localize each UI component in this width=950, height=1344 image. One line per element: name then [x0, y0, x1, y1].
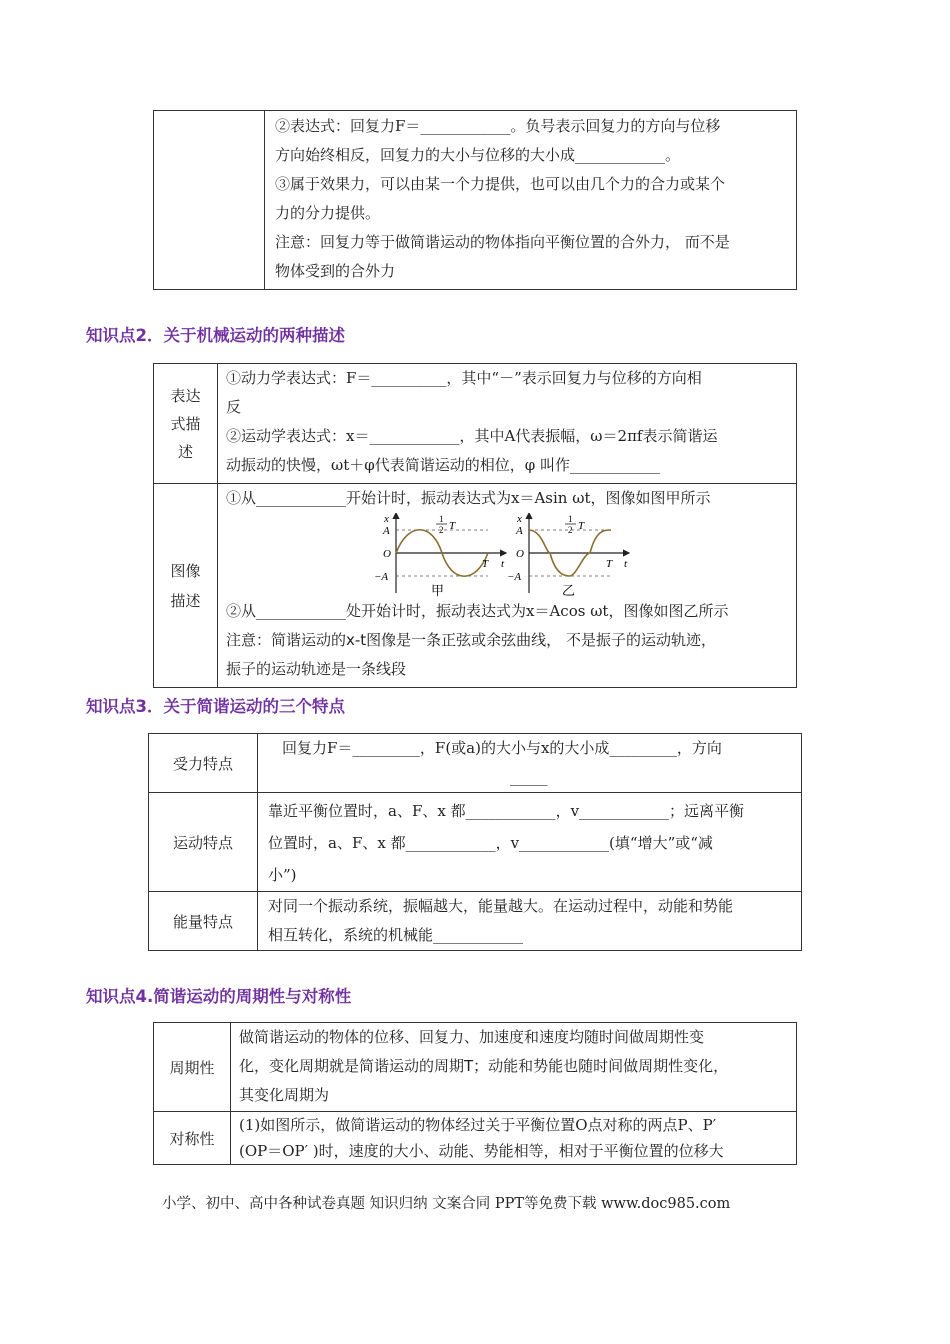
table2-line: 动振动的快慢，ωt＋φ代表简谐运动的相位，φ 叫作____________ — [226, 456, 661, 474]
table4-row1-content — [231, 1023, 797, 1112]
section-title-3: 知识点3．关于简谐运动的三个特点 — [86, 697, 345, 716]
graph-yi — [507, 513, 629, 597]
label-line: 描述 — [170, 591, 201, 610]
table2-note-line: 注意：简谐运动的x-t图像是一条正弦或余弦曲线， 不是振子的运动轨迹， — [226, 631, 716, 649]
table2-line: 反 — [226, 398, 242, 416]
table1-content-cell — [265, 111, 797, 290]
origin-label: O — [516, 548, 524, 560]
table2-row2-label — [154, 484, 218, 688]
table3-line: 小”) — [268, 866, 297, 884]
table2-line: ①从____________开始计时，振动表达式为x＝Asin ωt，图像如图甲所示 — [226, 489, 711, 507]
page-footer: 小学、初中、高中各种试卷真题 知识归纳 文案合同 PPT等免费下载 www.doc985.com — [162, 1196, 731, 1212]
table3-row1-content — [258, 734, 802, 793]
label-line: 图像 — [170, 561, 201, 580]
table4-line: 做简谐运动的物体的位移、回复力、加速度和速度均随时间做周期性变 — [239, 1028, 705, 1046]
table-huifuli — [153, 110, 797, 290]
table3-line: 相互转化，系统的机械能____________ — [268, 926, 524, 944]
table1-note-line: 注意：回复力等于做简谐运动的物体指向平衡位置的合外力， 而不是 — [275, 233, 730, 251]
table2-line: ②运动学表达式：x＝____________，其中A代表振幅，ω＝2πf表示简谐运 — [226, 427, 718, 445]
label-line: 式描 — [170, 414, 201, 433]
table4-row1-label: 周期性 — [154, 1023, 231, 1112]
table3-row3-content — [258, 892, 802, 951]
table4-line: (OP＝OP′ )时，速度的大小、动能、势能相等，相对于平衡位置的位移大 — [239, 1142, 724, 1160]
label-line: 述 — [177, 442, 193, 461]
half-den: 2 — [439, 525, 444, 535]
x-axis-label: x — [517, 513, 522, 525]
table4-line: (1)如图所示，做简谐运动的物体经过关于平衡位置O点对称的两点P、P′ — [239, 1116, 717, 1134]
neg-amp-label: −A — [374, 571, 389, 583]
table1-line: ②表达式：回复力F＝____________。负号表示回复力的方向与位移 — [275, 117, 721, 135]
table3-line: _____ — [510, 768, 548, 786]
period-label: T — [482, 558, 489, 570]
table1-line: ③属于效果力，可以由某一个力提供，也可以由几个力的合力或某个 — [275, 175, 726, 193]
neg-amp-label: −A — [507, 571, 522, 583]
t-axis-label: t — [501, 558, 505, 570]
graph-yi-caption: 乙 — [562, 583, 576, 597]
table-periodicity-symmetry — [153, 1022, 797, 1165]
shm-graphs — [226, 513, 786, 597]
table3-line: 靠近平衡位置时，a、F、x 都____________，v____________；远离平衡 — [268, 802, 745, 820]
table4-row2-content — [231, 1112, 797, 1165]
half-period-label: T — [578, 520, 585, 532]
table1-line: 力的分力提供。 — [275, 204, 381, 222]
t-axis-label: t — [624, 558, 628, 570]
table4-line: 化，变化周期就是简谐运动的周期T；动能和势能也随时间做周期性变化， — [239, 1057, 729, 1075]
graph-jia — [374, 513, 506, 597]
table2-line: ①动力学表达式：F＝__________，其中“－”表示回复力与位移的方向相 — [226, 369, 702, 387]
table3-line: 位置时，a、F、x 都____________，v____________(填“增大”或“减 — [268, 834, 713, 852]
table2-row2-content — [218, 484, 797, 688]
table3-line: 对同一个振动系统，振幅越大，能量越大。在运动过程中，动能和势能 — [268, 897, 734, 915]
origin-label: O — [383, 548, 391, 560]
amp-label: A — [516, 525, 523, 537]
section-title-2: 知识点2．关于机械运动的两种描述 — [86, 326, 345, 345]
table-two-descriptions — [153, 363, 797, 688]
graph-jia-caption: 甲 — [431, 583, 445, 597]
half-num: 1 — [568, 514, 573, 524]
amp-label: A — [383, 525, 390, 537]
table1-line: 方向始终相反，回复力的大小与位移的大小成____________。 — [275, 146, 681, 164]
x-axis-label: x — [384, 513, 389, 525]
half-period-label: T — [449, 520, 456, 532]
table2-row1-label — [154, 364, 218, 484]
table3-line: 回复力F＝_________，F(或a)的大小与x的大小成_________，方向 — [282, 739, 722, 757]
table-three-features — [148, 733, 802, 951]
table2-row1-content — [218, 364, 797, 484]
table3-row3-label: 能量特点 — [149, 892, 258, 951]
table3-row2-label: 运动特点 — [149, 793, 258, 892]
half-num: 1 — [439, 514, 444, 524]
table4-line: 其变化周期为 — [239, 1086, 330, 1104]
section-title-4: 知识点4.简谐运动的周期性与对称性 — [86, 987, 352, 1006]
table4-row2-label: 对称性 — [154, 1112, 231, 1165]
table2-line: ②从____________处开始计时，振动表达式为x＝Acos ωt，图像如图乙所示 — [226, 602, 729, 620]
table1-label-cell — [154, 111, 265, 290]
table3-row1-label: 受力特点 — [149, 734, 258, 793]
period-label: T — [606, 558, 613, 570]
table1-note-line: 物体受到的合外力 — [275, 262, 396, 280]
table3-row2-content — [258, 793, 802, 892]
table2-note-line: 振子的运动轨迹是一条线段 — [226, 660, 407, 678]
label-line: 表达 — [170, 386, 201, 405]
half-den: 2 — [568, 525, 573, 535]
